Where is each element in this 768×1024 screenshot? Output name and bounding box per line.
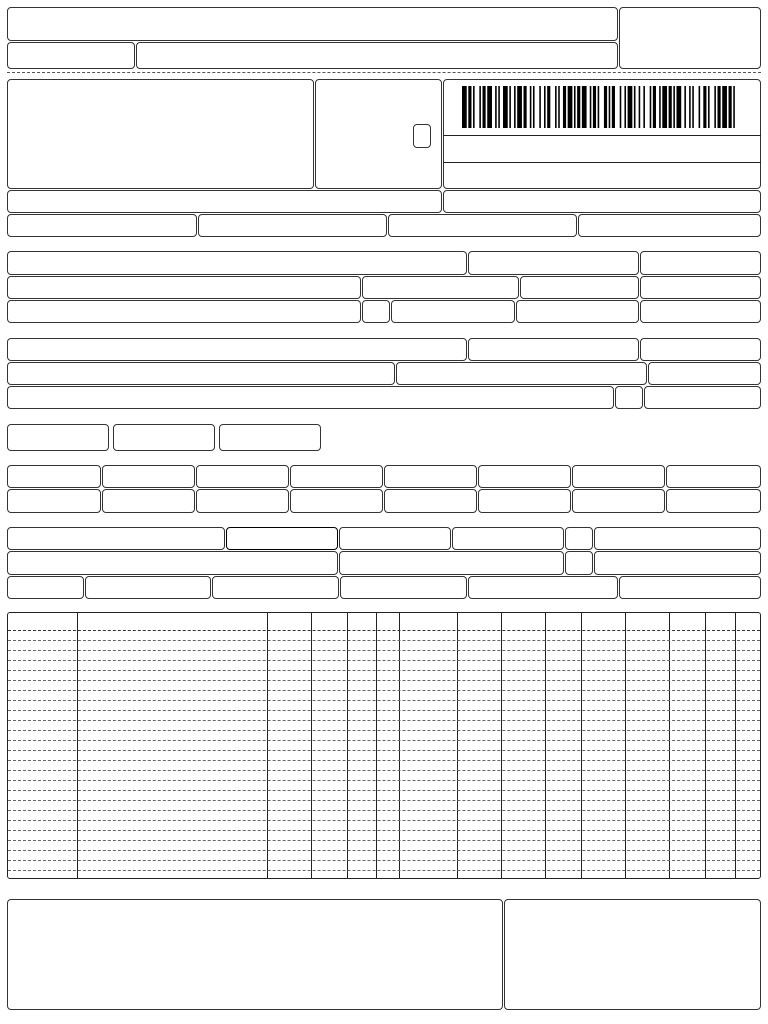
recipient-district-field[interactable] — [362, 276, 519, 299]
header-title-field[interactable] — [7, 7, 618, 41]
barcode-bar — [544, 86, 546, 128]
table-row — [8, 850, 760, 851]
recipient-exit-time-field[interactable] — [640, 300, 761, 323]
table-row — [8, 760, 760, 761]
barcode-bar — [676, 86, 681, 128]
barcode-divider-2 — [443, 162, 761, 163]
barcode-bar — [662, 86, 667, 128]
table-row — [8, 830, 760, 831]
table-row — [8, 870, 760, 871]
table-row — [8, 690, 760, 691]
table-column-divider — [669, 613, 670, 878]
barcode-bar — [473, 86, 475, 128]
table-row — [8, 730, 760, 731]
carrier-state-field[interactable] — [565, 551, 593, 575]
table-row — [8, 750, 760, 751]
barcode-bar — [722, 86, 727, 128]
table-row — [8, 860, 760, 861]
table-row — [8, 720, 760, 721]
barcode-bar — [703, 86, 706, 128]
tax-st-icms-field[interactable] — [290, 465, 383, 488]
table-header-line — [8, 630, 760, 631]
header-corner-box[interactable] — [619, 7, 761, 69]
pickup-address-field[interactable] — [7, 362, 395, 385]
barcode-bar — [568, 86, 573, 128]
table-column-divider — [77, 613, 78, 878]
table-row — [8, 770, 760, 771]
tax-icms-uf-field[interactable] — [572, 489, 665, 513]
volume-numbering-field[interactable] — [340, 576, 467, 599]
recipient-zip-field[interactable] — [520, 276, 639, 299]
tax-base-field[interactable] — [7, 465, 101, 488]
authorization-protocol-field[interactable] — [443, 190, 761, 213]
barcode-bar — [717, 86, 720, 128]
barcode-bar — [673, 86, 675, 128]
pickup-tax-id-field[interactable] — [468, 338, 639, 361]
barcode-bar — [462, 86, 467, 128]
barcode-bar — [604, 86, 607, 128]
table-column-divider — [399, 613, 400, 878]
table-row — [8, 680, 760, 681]
table-row — [8, 650, 760, 651]
table-row — [8, 640, 760, 641]
pickup-city-field[interactable] — [7, 386, 614, 409]
barcode-bar — [479, 86, 481, 128]
barcode-bar — [639, 86, 641, 128]
table-column-divider — [311, 613, 312, 878]
tax-id-field[interactable] — [578, 214, 761, 237]
barcode-bar — [620, 86, 622, 128]
recipient-address-field[interactable] — [7, 276, 361, 299]
barcode-bar — [547, 86, 550, 128]
carrier-address-field[interactable] — [7, 551, 338, 575]
net-weight-field[interactable] — [619, 576, 761, 599]
barcode-bar — [555, 86, 557, 128]
table-column-divider — [581, 613, 582, 878]
barcode-bar — [659, 86, 661, 128]
tax-discount-field[interactable] — [196, 489, 289, 513]
tax-approx-total-field[interactable] — [478, 489, 571, 513]
barcode-bar — [514, 86, 516, 128]
header-description-field[interactable] — [136, 42, 618, 69]
barcode-bar — [692, 86, 694, 128]
barcode-bar — [517, 86, 522, 128]
barcode-bar — [612, 86, 615, 128]
barcode-bar — [495, 86, 497, 128]
barcode-bar — [733, 86, 735, 128]
substitute-registration-field[interactable] — [198, 214, 387, 237]
table-row — [8, 780, 760, 781]
barcode-bar — [624, 86, 626, 128]
barcode-bar — [628, 86, 633, 128]
tax-ipi-field[interactable] — [384, 489, 477, 513]
carrier-antt-code-field[interactable] — [339, 527, 451, 550]
reserved-fisco-box[interactable] — [504, 899, 761, 1010]
barcode-bar — [699, 86, 701, 128]
table-row — [8, 790, 760, 791]
table-column-divider — [457, 613, 458, 878]
carrier-name-field[interactable] — [7, 527, 225, 550]
barcode-bar — [582, 86, 587, 128]
barcode-bar — [524, 86, 527, 128]
barcode-bar — [684, 86, 686, 128]
recipient-registration-field[interactable] — [516, 300, 639, 323]
products-table — [7, 612, 761, 879]
barcode-bar — [539, 86, 541, 128]
barcode-bar — [653, 86, 656, 128]
pickup-state-field[interactable] — [615, 386, 643, 409]
barcode-bar — [468, 86, 471, 128]
carrier-tax-id-field[interactable] — [594, 527, 761, 550]
tax-st-base-field[interactable] — [196, 465, 289, 488]
barcode-bar — [689, 86, 691, 128]
barcode-bar — [729, 86, 732, 128]
table-column-divider — [625, 613, 626, 878]
table-row — [8, 670, 760, 671]
table-row — [8, 800, 760, 801]
cut-line-separator — [7, 72, 761, 73]
table-row — [8, 810, 760, 811]
invoice-due-date-field[interactable] — [113, 424, 215, 451]
barcode-bar — [530, 86, 532, 128]
volume-species-field[interactable] — [85, 576, 211, 599]
carrier-registration-field[interactable] — [594, 551, 761, 575]
barcode-bar — [577, 86, 580, 128]
vehicle-state-field[interactable] — [565, 527, 593, 550]
tax-freight-field[interactable] — [7, 489, 101, 513]
operation-nature-field[interactable] — [7, 190, 442, 213]
barcode-bar — [558, 86, 560, 128]
barcode-bar — [643, 86, 645, 128]
pickup-district-field[interactable] — [396, 362, 647, 385]
barcode-bar — [714, 86, 716, 128]
volume-brand-field[interactable] — [212, 576, 339, 599]
state-registration-field[interactable] — [7, 214, 197, 237]
pickup-phone-field[interactable] — [644, 386, 761, 409]
barcode-bar — [574, 86, 576, 128]
barcode-bar — [509, 86, 511, 128]
tax-cofins-field[interactable] — [666, 465, 761, 488]
carrier-city-field[interactable] — [339, 551, 564, 575]
barcode-bar — [634, 86, 636, 128]
barcode-bar — [590, 86, 592, 128]
entry-exit-checkbox[interactable] — [413, 124, 431, 148]
table-column-divider — [347, 613, 348, 878]
barcode-divider-1 — [443, 135, 761, 136]
table-row — [8, 700, 760, 701]
table-row — [8, 840, 760, 841]
table-row — [8, 740, 760, 741]
invoice-amount-field[interactable] — [219, 424, 321, 451]
barcode-bar — [650, 86, 652, 128]
barcode-bar — [498, 86, 500, 128]
recipient-tax-id-field[interactable] — [468, 251, 639, 275]
barcode-bar — [483, 86, 486, 128]
issuer-info-box[interactable] — [7, 79, 314, 189]
recipient-state-field[interactable] — [362, 300, 390, 323]
recipient-issue-date-field[interactable] — [640, 251, 761, 275]
table-column-divider — [376, 613, 377, 878]
recipient-name-field[interactable] — [7, 251, 467, 275]
pickup-name-field[interactable] — [7, 338, 467, 361]
freight-payer-field[interactable] — [226, 527, 338, 550]
barcode-bar — [593, 86, 596, 128]
additional-info-box[interactable] — [7, 899, 503, 1010]
barcode-bar — [533, 86, 535, 128]
municipal-registration-field[interactable] — [388, 214, 577, 237]
pickup-zip-field[interactable] — [648, 362, 761, 385]
tax-icms-field[interactable] — [102, 465, 195, 488]
recipient-city-field[interactable] — [7, 300, 361, 323]
barcode-bar — [669, 86, 672, 128]
barcode-bar — [563, 86, 566, 128]
table-column-divider — [545, 613, 546, 878]
tax-other-expenses-field[interactable] — [290, 489, 383, 513]
barcode-bar — [503, 86, 508, 128]
table-row — [8, 710, 760, 711]
barcode-bar — [487, 86, 492, 128]
table-column-divider — [705, 613, 706, 878]
barcode-image — [462, 86, 738, 128]
barcode-bar — [708, 86, 710, 128]
barcode-bar — [598, 86, 600, 128]
table-column-divider — [267, 613, 268, 878]
header-code-field[interactable] — [7, 42, 135, 69]
vehicle-plate-field[interactable] — [452, 527, 564, 550]
table-row — [8, 660, 760, 661]
tax-invoice-total-field[interactable] — [666, 489, 761, 513]
gross-weight-field[interactable] — [468, 576, 618, 599]
volume-quantity-field[interactable] — [7, 576, 84, 599]
recipient-exit-date-field[interactable] — [640, 276, 761, 299]
invoice-number-field[interactable] — [7, 424, 109, 451]
tax-pis-field[interactable] — [478, 465, 571, 488]
tax-products-total-field[interactable] — [572, 465, 665, 488]
recipient-phone-field[interactable] — [391, 300, 515, 323]
table-column-divider — [735, 613, 736, 878]
tax-import-field[interactable] — [384, 465, 477, 488]
table-column-divider — [501, 613, 502, 878]
table-row — [8, 820, 760, 821]
barcode-bar — [609, 86, 611, 128]
pickup-registration-field[interactable] — [640, 338, 761, 361]
tax-insurance-field[interactable] — [102, 489, 195, 513]
